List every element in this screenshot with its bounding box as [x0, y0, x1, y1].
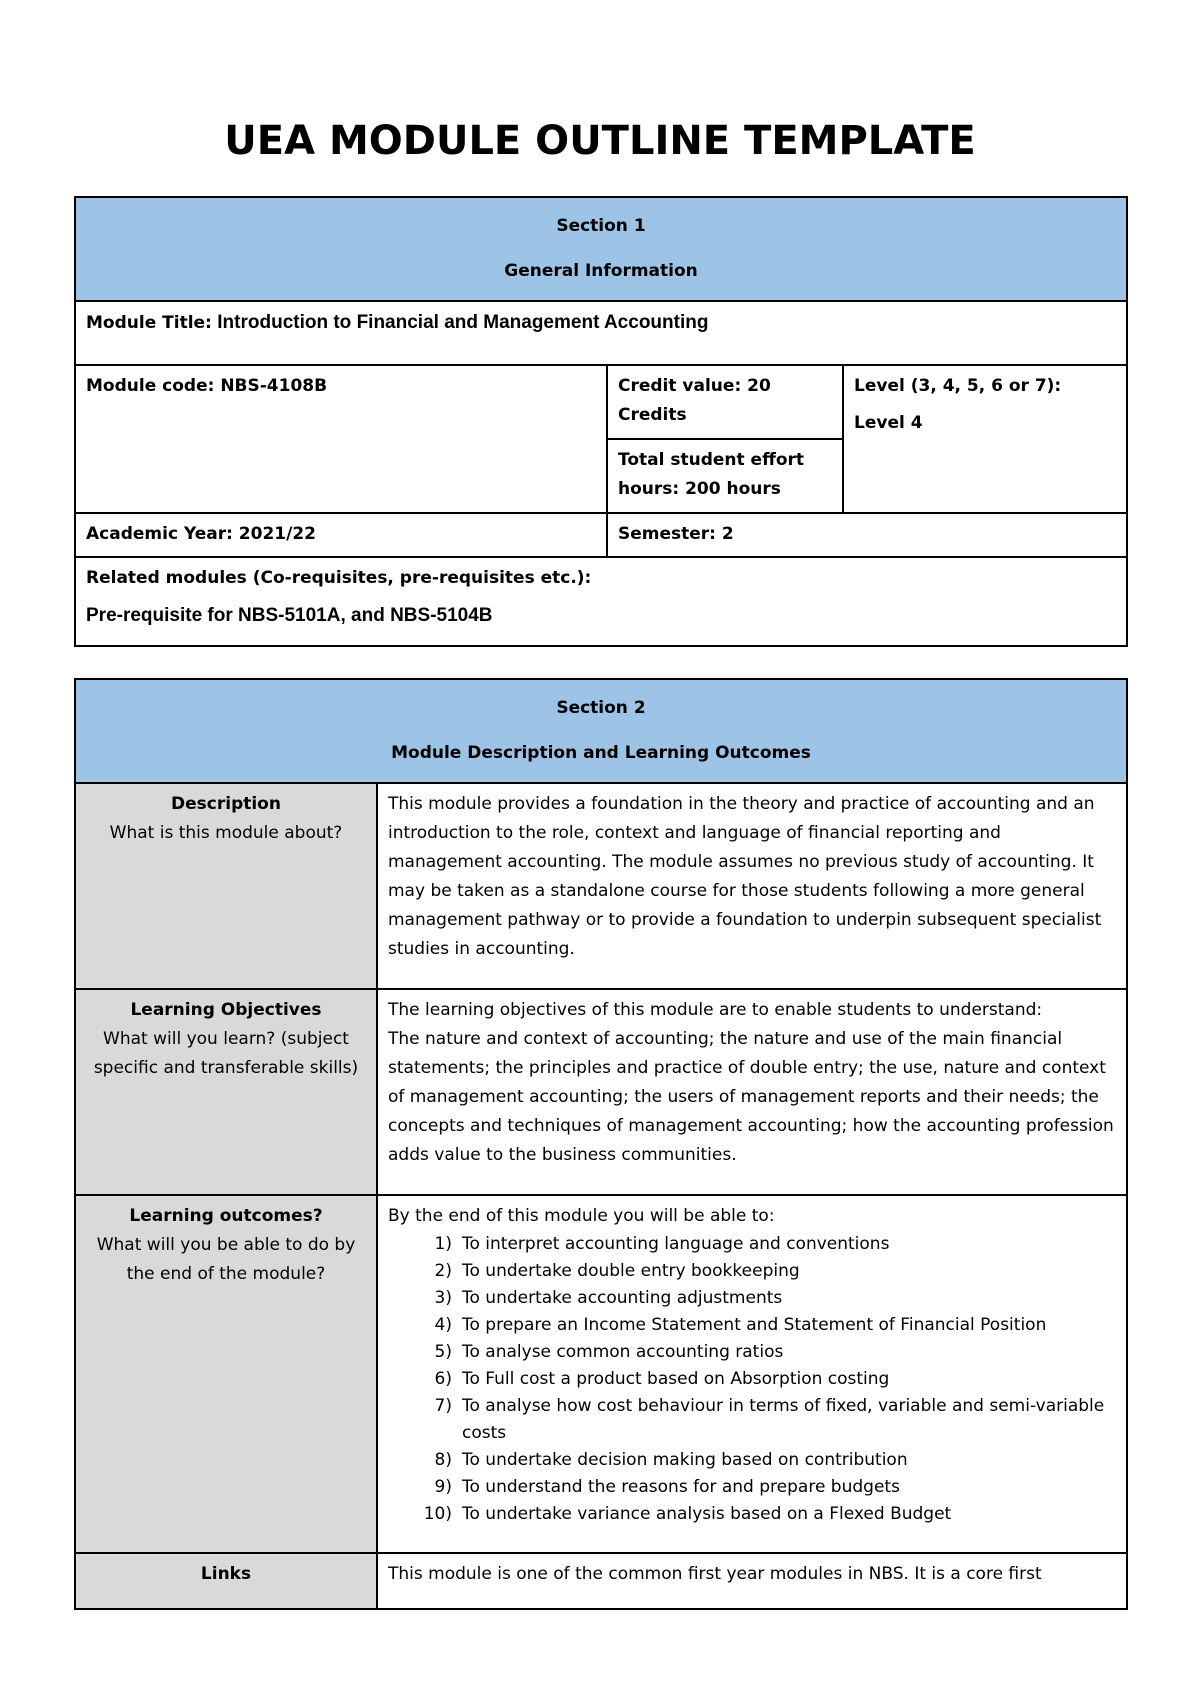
outcome-text: To undertake decision making based on contribution [462, 1450, 908, 1470]
level-label: Level (3, 4, 5, 6 or 7): [854, 376, 1062, 396]
outcome-number: 9) [434, 1477, 452, 1497]
level-value: Level 4 [854, 413, 923, 433]
objectives-cell [377, 989, 1127, 1195]
related-modules-value: Pre-requisite for NBS-5101A, and NBS-5104B [86, 605, 493, 626]
description-text: This module provides a foundation in the theory and practice of accounting and an introduction to the role, context and language of financial reporting and management accounting. The module assumes no previous study of accounting. It may be taken as a standalone course for those students following a more general management pathway or to provide a foundation to underpin subsequent specialist studies in accounting. [377, 783, 1127, 989]
description-label: Description [171, 794, 281, 814]
list-item [388, 1231, 1116, 1258]
page-title: UEA MODULE OUTLINE TEMPLATE [224, 118, 976, 164]
outcome-number: 7) [434, 1396, 452, 1416]
section2-header [75, 679, 1127, 783]
outcomes-label-cell [75, 1195, 377, 1553]
list-item [388, 1312, 1116, 1339]
outcomes-intro: By the end of this module you will be able to: [388, 1206, 775, 1226]
section2-table [74, 678, 1128, 1610]
outcome-text: To undertake double entry bookkeeping [462, 1261, 800, 1281]
outcome-text: To understand the reasons for and prepare budgets [462, 1477, 900, 1497]
objectives-question: What will you learn? (subject specific and transferable skills) [93, 1029, 359, 1078]
outcome-text: To prepare an Income Statement and Statement of Financial Position [462, 1315, 1047, 1335]
outcome-text: To undertake accounting adjustments [462, 1288, 783, 1308]
section1-heading: Section 1 [556, 216, 646, 236]
links-label: Links [75, 1553, 377, 1609]
list-item [388, 1366, 1116, 1393]
outcome-number: 3) [434, 1288, 452, 1308]
related-modules-cell [75, 557, 1127, 646]
module-title-label: Module Title: [86, 313, 212, 333]
outcome-number: 8) [434, 1450, 452, 1470]
list-item [388, 1258, 1116, 1285]
objectives-label-cell [75, 989, 377, 1195]
objectives-text: The nature and context of accounting; the nature and use of the main financial statements; the principles and practice of double entry; the use, nature and context of management accounting; the users of management reports and their needs; the concepts and techniques of management accounting; how the accounting profession adds value to the business communities. [388, 1029, 1114, 1165]
outcome-text: To analyse common accounting ratios [462, 1342, 784, 1362]
links-text: This module is one of the common first year modules in NBS. It is a core first [377, 1553, 1127, 1609]
section1-table [74, 196, 1128, 647]
outcome-text: To Full cost a product based on Absorption costing [462, 1369, 890, 1389]
description-question: What is this module about? [109, 823, 343, 843]
list-item [388, 1339, 1116, 1366]
section2-subheading: Module Description and Learning Outcomes [391, 743, 811, 763]
outcomes-cell [377, 1195, 1127, 1553]
list-item [388, 1285, 1116, 1312]
outcomes-question: What will you be able to do by the end of the module? [96, 1235, 356, 1284]
academic-year: Academic Year: 2021/22 [75, 513, 607, 557]
level-cell [843, 365, 1127, 513]
list-item [388, 1474, 1116, 1501]
outcome-number: 5) [434, 1342, 452, 1362]
section1-header [75, 197, 1127, 301]
student-effort: Total student effort hours: 200 hours [607, 439, 843, 513]
module-title-value: Introduction to Financial and Management Accounting [217, 312, 709, 333]
outcomes-list [388, 1231, 1116, 1528]
related-modules-label: Related modules (Co-requisites, pre-requisites etc.): [86, 568, 592, 588]
list-item [388, 1447, 1116, 1474]
section2-heading: Section 2 [556, 698, 646, 718]
objectives-intro: The learning objectives of this module are to enable students to understand: [388, 1000, 1043, 1020]
module-title-cell [75, 301, 1127, 365]
outcome-number: 1) [434, 1234, 452, 1254]
objectives-label: Learning Objectives [130, 1000, 322, 1020]
module-code: Module code: NBS-4108B [75, 365, 607, 513]
outcome-text: To analyse how cost behaviour in terms of fixed, variable and semi-variable costs [462, 1396, 1105, 1443]
outcome-number: 2) [434, 1261, 452, 1281]
outcome-text: To interpret accounting language and conventions [462, 1234, 890, 1254]
description-label-cell [75, 783, 377, 989]
list-item [388, 1393, 1116, 1447]
list-item [388, 1501, 1116, 1528]
section1-subheading: General Information [504, 261, 698, 281]
semester: Semester: 2 [607, 513, 1127, 557]
outcome-text: To undertake variance analysis based on a Flexed Budget [462, 1504, 952, 1524]
outcome-number: 6) [434, 1369, 452, 1389]
outcome-number: 10) [423, 1504, 452, 1524]
outcomes-label: Learning outcomes? [129, 1206, 323, 1226]
outcome-number: 4) [434, 1315, 452, 1335]
credit-value: Credit value: 20 Credits [607, 365, 843, 439]
